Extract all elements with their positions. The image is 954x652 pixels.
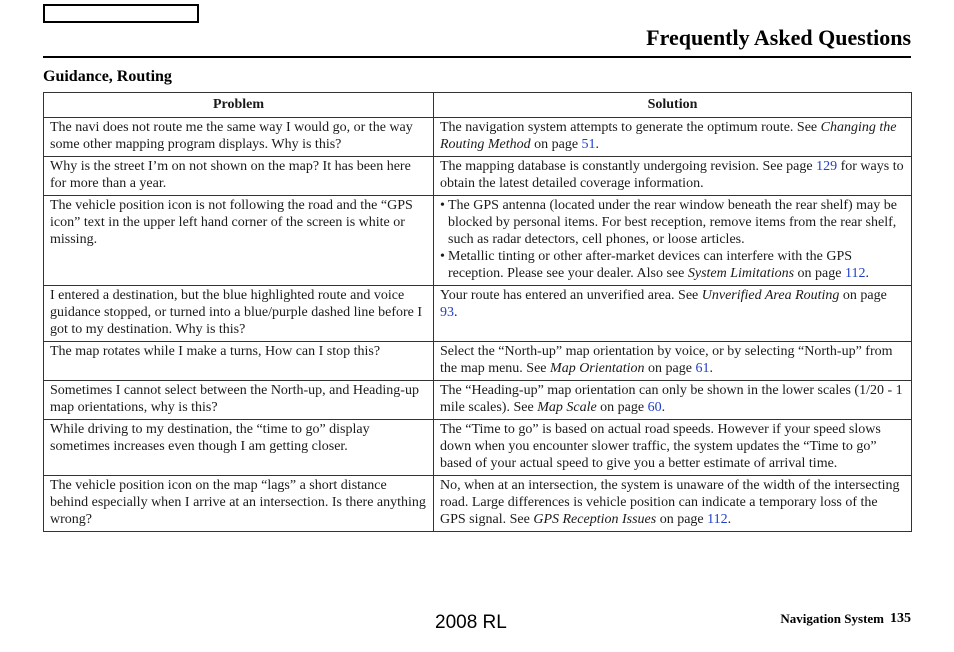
table-row bbox=[44, 157, 912, 196]
faq-table bbox=[43, 92, 912, 532]
page-link[interactable]: 112 bbox=[844, 266, 866, 281]
cross-reference: GPS Reception Issues bbox=[533, 512, 657, 527]
solution-cell bbox=[434, 196, 912, 286]
cross-reference: Unverified Area Routing bbox=[701, 288, 840, 303]
table-row bbox=[44, 342, 912, 381]
table-row bbox=[44, 196, 912, 286]
page-link[interactable]: 51 bbox=[581, 137, 596, 152]
solution-cell: The navigation system attempts to generate the optimum route. See Changing the Routing Method on page 51. bbox=[434, 118, 912, 157]
problem-cell: The vehicle position icon on the map “lags” a short distance behind especially when I arrive at an intersection. Is there anything wrong? bbox=[44, 476, 434, 532]
page-link[interactable]: 93 bbox=[440, 305, 454, 320]
header-tab-box bbox=[43, 4, 199, 23]
section-heading: Guidance, Routing bbox=[43, 68, 172, 85]
table-row bbox=[44, 420, 912, 476]
bullet-icon: • bbox=[440, 249, 445, 264]
solution-cell: The “Heading-up” map orientation can only be shown in the lower scales (1/20 - 1 mile scales). See Map Scale on page 60. bbox=[434, 381, 912, 420]
page-link[interactable]: 61 bbox=[695, 361, 710, 376]
table-row bbox=[44, 286, 912, 342]
column-header-solution: Solution bbox=[434, 93, 912, 118]
list-item: • The GPS antenna (located under the rear window beneath the rear shelf) may be blocked by personal items. For best reception, remove items from the rear shelf, such as radar detectors, cell phones, or loose articles. bbox=[440, 198, 897, 247]
problem-cell: While driving to my destination, the “time to go” display sometimes increases even though I am getting closer. bbox=[44, 420, 434, 476]
vehicle-model-label: 2008 RL bbox=[435, 612, 507, 633]
solution-cell: The “Time to go” is based on actual road speeds. However if your speed slows down when you encounter slower traffic, the system updates the “Time to go” based of your actual speed to give you a better estimate of arrival time. bbox=[434, 420, 912, 476]
table-header-row bbox=[44, 93, 912, 118]
problem-cell: I entered a destination, but the blue highlighted route and voice guidance stopped, or turned into a blue/purple dashed line before I got to my destination. Why is this? bbox=[44, 286, 434, 342]
page-link[interactable]: 112 bbox=[707, 512, 728, 527]
page-link[interactable]: 60 bbox=[647, 400, 662, 415]
table-row bbox=[44, 476, 912, 532]
table-row bbox=[44, 118, 912, 157]
solution-cell: No, when at an intersection, the system is unaware of the width of the intersecting road. Large differences is vehicle position can indicate a temporary loss of the GPS signal. See GPS Reception Issues on page 112. bbox=[434, 476, 912, 532]
bullet-icon: • bbox=[440, 198, 445, 213]
cross-reference: Changing the Routing Method bbox=[440, 120, 897, 152]
table-row bbox=[44, 381, 912, 420]
list-item: • Metallic tinting or other after-market devices can interfere with the GPS reception. Please see your dealer. Also see System Limitations on page 112. bbox=[440, 249, 869, 281]
cross-reference: Map Scale bbox=[537, 400, 597, 415]
solution-bullet-list bbox=[440, 197, 905, 282]
problem-cell: Why is the street I’m on not shown on the map? It has been here for more than a year. bbox=[44, 157, 434, 196]
footer-section-label: Navigation System bbox=[780, 611, 884, 626]
page-link[interactable]: 129 bbox=[816, 159, 838, 174]
problem-cell: Sometimes I cannot select between the North-up, and Heading-up map orientations, why is this? bbox=[44, 381, 434, 420]
problem-cell: The vehicle position icon is not following the road and the “GPS icon” text in the upper left hand corner of the screen is white or missing. bbox=[44, 196, 434, 286]
solution-cell: Select the “North-up” map orientation by voice, or by selecting “North-up” from the map menu. See Map Orientation on page 61. bbox=[434, 342, 912, 381]
cross-reference: Map Orientation bbox=[550, 361, 645, 376]
problem-cell: The navi does not route me the same way I would go, or the way some other mapping program displays. Why is this? bbox=[44, 118, 434, 157]
page-number: 135 bbox=[890, 611, 911, 626]
solution-cell: Your route has entered an unverified area. See Unverified Area Routing on page 93. bbox=[434, 286, 912, 342]
title-divider bbox=[43, 56, 911, 58]
page-title: Frequently Asked Questions bbox=[646, 25, 911, 50]
solution-cell: The mapping database is constantly undergoing revision. See page 129 for ways to obtain the latest detailed coverage information. bbox=[434, 157, 912, 196]
problem-cell: The map rotates while I make a turns, How can I stop this? bbox=[44, 342, 434, 381]
column-header-problem: Problem bbox=[44, 93, 434, 118]
cross-reference: System Limitations bbox=[687, 266, 795, 281]
